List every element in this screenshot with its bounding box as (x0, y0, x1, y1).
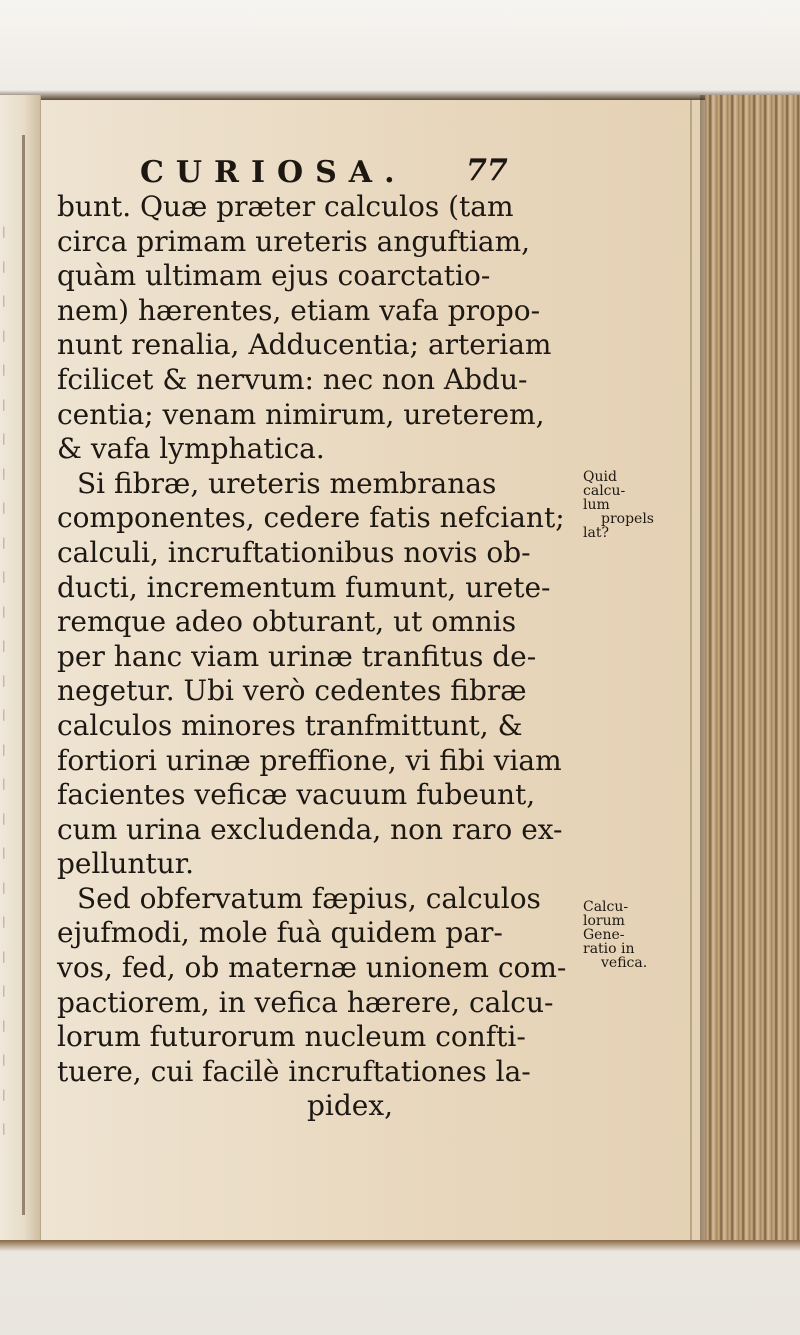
text-line: Sed obfervatum fæpius, calculos (77, 881, 541, 915)
margin-note-line: Quid (583, 469, 617, 485)
text-line: pidex, (307, 1089, 394, 1123)
margin-note-line: lat? (583, 525, 609, 541)
text-line: remque adeo obturant, ut omnis (57, 605, 517, 639)
margin-note-line: Gene- (583, 927, 625, 943)
text-line: negetur. Ubi verò cedentes fibræ (57, 674, 527, 708)
text-line: bunt. Quæ præter calculos (tam (57, 190, 514, 223)
text-line: ducti, incrementum fumunt, urete- (57, 570, 551, 604)
margin-note-line: ratio in (583, 941, 635, 957)
text-line: tuere, cui facilè incruftationes la- (57, 1054, 531, 1088)
binding-gutter (0, 95, 41, 1245)
text-line: centia; venam nimirum, ureterem, (57, 397, 545, 431)
margin-note-line: lorum (583, 913, 625, 929)
margin-note (583, 900, 647, 970)
text-line: per hanc viam urinæ tranfitus de- (57, 639, 537, 673)
gutter-rule (22, 135, 25, 1215)
facing-page-fragments: | | | | | | | | | | | | | | | | | | | | | | | | | | | (2, 225, 7, 1135)
page-edge-line (690, 100, 692, 1240)
text-line: vos, fed, ob maternæ unionem com- (57, 951, 567, 985)
text-line: nem) hærentes, etiam vafa propo- (57, 293, 541, 327)
scan-top-margin (0, 0, 800, 100)
margin-note-line: vefica. (601, 955, 648, 971)
fore-edge-pages (705, 95, 800, 1245)
text-line: & vafa lymphatica. (57, 432, 325, 466)
scan-bottom-margin (0, 1240, 800, 1335)
text-line: componentes, cedere fatis nefciant; (57, 501, 565, 535)
text-line: fcilicet & nervum: nec non Abdu- (57, 362, 528, 396)
text-line: pactiorem, in vefica hærere, calcu- (57, 985, 554, 1019)
text-line: cum urina excludenda, non raro ex- (57, 812, 563, 846)
text-line: circa primam ureteris anguftiam, (57, 224, 531, 258)
text-line: lorum futurorum nucleum confti- (57, 1020, 526, 1054)
text-line: nunt renalia, Adducentia; arteriam (57, 328, 552, 362)
margin-note-line: calcu- (583, 483, 626, 499)
margin-note-line: Calcu- (583, 899, 629, 915)
text-line: quàm ultimam ejus coarctatio- (57, 259, 491, 293)
body-text (57, 190, 577, 1124)
text-line: pelluntur. (57, 847, 194, 881)
margin-note-line: lum (583, 497, 610, 513)
text-line: fortiori urinæ preffione, vi fibi viam (57, 743, 562, 777)
page-number: 77 (466, 153, 508, 188)
margin-note-line: propels (601, 511, 654, 527)
running-head: CURIOSA. (140, 155, 407, 190)
text-line: facientes veficæ vacuum fubeunt, (57, 778, 536, 812)
text-line: ejufmodi, mole fuà quidem par- (57, 916, 503, 950)
margin-note (583, 470, 654, 540)
text-line: Si fibræ, ureteris membranas (77, 466, 497, 500)
text-line: calculos minores tranfmittunt, & (57, 708, 523, 742)
text-line: calculi, incruftationibus novis ob- (57, 535, 531, 569)
